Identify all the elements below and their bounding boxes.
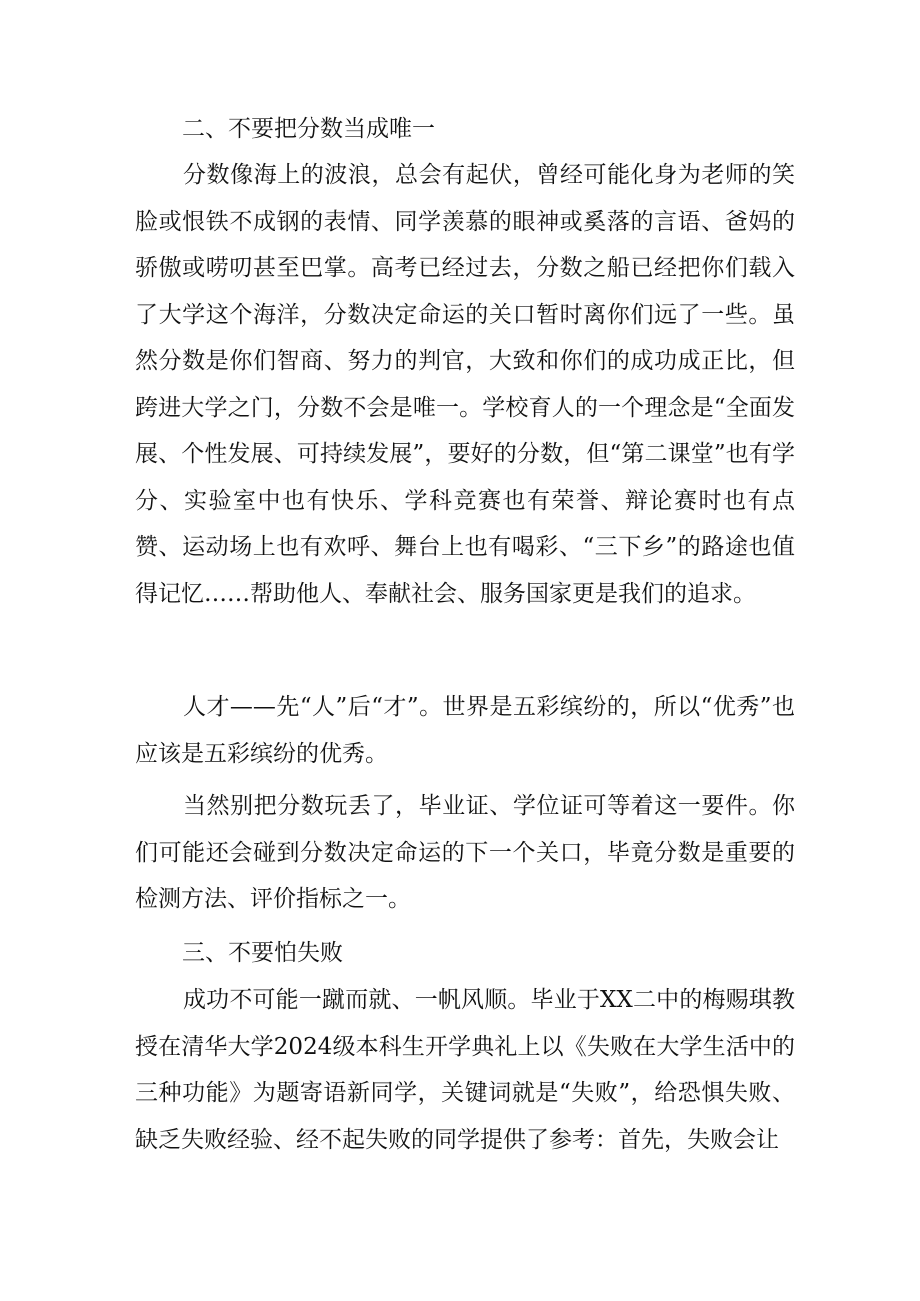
section-heading-3: 三、不要怕失败 bbox=[182, 940, 343, 966]
paragraph: 成功不可能一蹴而就、一帆风顺。毕业于XX二中的梅赐琪教授在清华大学2024级本科生开学典礼上以《失败在大学生活中的三种功能》为题寄语新同学，关键词就是“失败”，给恐惧失败、缺乏失败经验、经不起失败的同学提供了参考：首先，失败会让 bbox=[135, 987, 795, 1153]
paragraph: 人才——先“人”后“才”。世界是五彩缤纷的，所以“优秀”也应该是五彩缤纷的优秀。 bbox=[135, 694, 795, 767]
paragraph: 当然别把分数玩丢了，毕业证、学位证可等着这一要件。你们可能还会碰到分数决定命运的下一个关口，毕竟分数是重要的检测方法、评价指标之一。 bbox=[135, 793, 795, 912]
paragraph: 分数像海上的波浪，总会有起伏，曾经可能化身为老师的笑脸或恨铁不成钢的表情、同学羡慕的眼神或奚落的言语、爸妈的骄傲或唠叨甚至巴掌。高考已经过去，分数之船已经把你们载入了大学这个海洋，分数决定命运的关口暂时离你们远了一些。虽然分数是你们智商、努力的判官，大致和你们的成功成正比，但跨进大学之门，分数不会是唯一。学校育人的一个理念是“全面发展、个性发展、可持续发展”，要好的分数，但“第二课堂”也有学分、实验室中也有快乐、学科竞赛也有荣誉、辩论赛时也有点赞、运动场上也有欢呼、舞台上也有喝彩、“三下乡”的路途也值得记忆……帮助他人、奉献社会、服务国家更是我们的追求。 bbox=[135, 162, 795, 607]
section-heading-2: 二、不要把分数当成唯一 bbox=[182, 116, 435, 142]
